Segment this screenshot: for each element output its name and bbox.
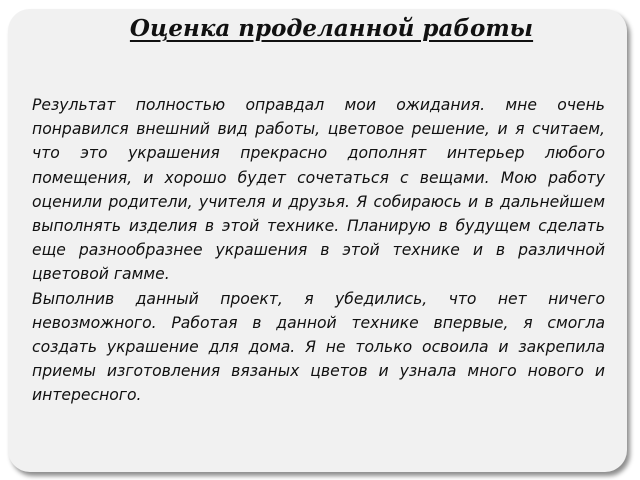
slide-title: Оценка проделанной работы xyxy=(129,15,534,42)
text-body xyxy=(32,93,605,408)
paragraph-result: Результат полностью оправдал мои ожидания. мне очень понравился внешний вид работы, цветовое решение, и я считаем, что это украшения прекрасно дополнят интерьер любого помещения, и хорошо будет сочетаться с вещами. Мою работу оценили родители, учителя и друзья. Я собираюсь и в дальнейшем выполнять изделия в этой технике. Планирую в будущем сделать еще разнообразнее украшения в этой технике и в различной цветовой гамме. xyxy=(32,96,605,284)
paragraph-conclusion: Выполнив данный проект, я убедились, что нет ничего невозможного. Работая в данной технике впервые, я смогла создать украшение для дома. Я не только освоила и закрепила приемы изготовления вязаных цветов и узнала много нового и интересного. xyxy=(32,289,605,405)
